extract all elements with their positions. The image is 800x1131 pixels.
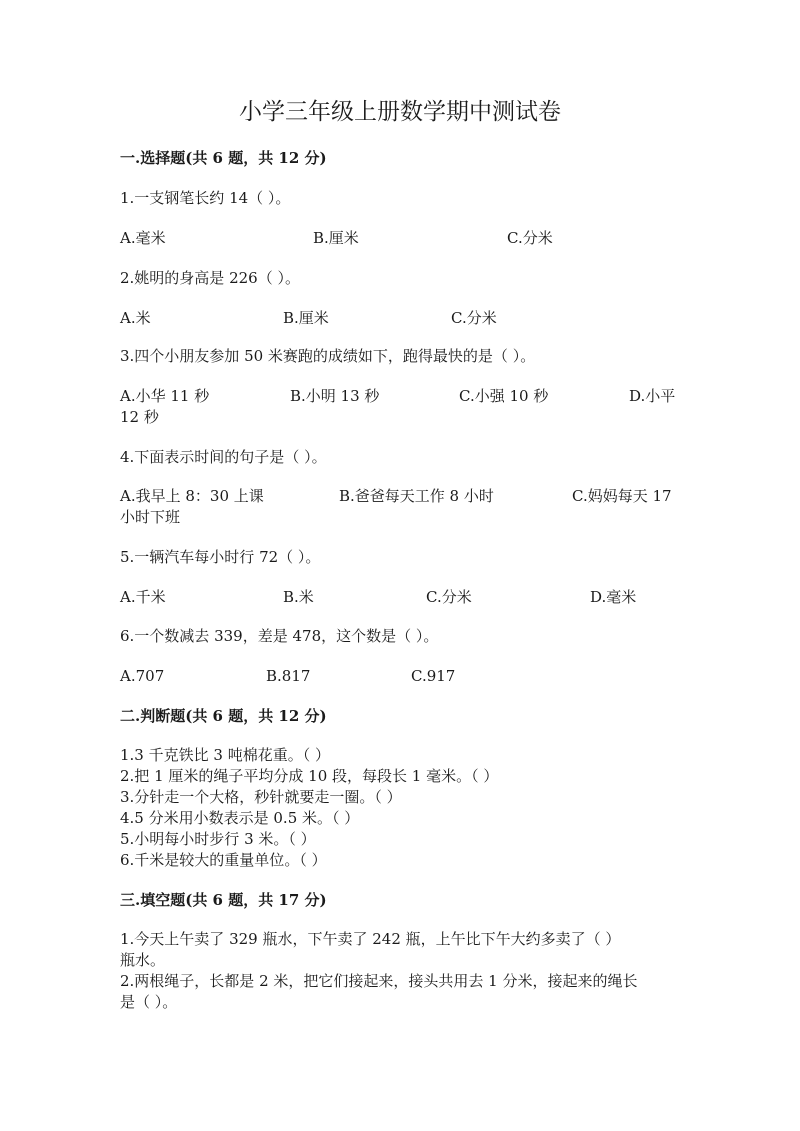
option-1-2-a: A.米	[120, 309, 151, 327]
option-1-4-c: C.妈妈每天 17	[572, 487, 672, 505]
judgment-item-3: 3.分针走一个大格，秒针就要走一圈。（ ）	[120, 788, 402, 806]
option-1-1-c: C.分米	[507, 229, 553, 247]
fill-blank-1-line-1: 1.今天上午卖了 329 瓶水，下午卖了 242 瓶，上午比下午大约多卖了（ ）	[120, 930, 621, 948]
fill-blank-2-line-2: 是（ ）。	[120, 993, 178, 1011]
option-1-2-c: C.分米	[451, 309, 497, 327]
question-1-6: 6.一个数减去 339，差是 478，这个数是（ ）。	[120, 627, 439, 645]
option-1-1-b: B.厘米	[313, 229, 359, 247]
question-1-5: 5.一辆汽车每小时行 72（ ）。	[120, 548, 321, 566]
option-1-4-c-continued: 小时下班	[120, 508, 181, 526]
question-1-2: 2.姚明的身高是 226（ ）。	[120, 269, 300, 287]
question-1-4: 4.下面表示时间的句子是（ ）。	[120, 448, 327, 466]
judgment-item-2: 2.把 1 厘米的绳子平均分成 10 段，每段长 1 毫米。（ ）	[120, 767, 499, 785]
question-1-3: 3.四个小朋友参加 50 米赛跑的成绩如下，跑得最快的是（ ）。	[120, 347, 536, 365]
option-1-5-a: A.千米	[120, 588, 166, 606]
option-1-1-a: A.毫米	[120, 229, 166, 247]
section-2-heading: 二.判断题(共 6 题，共 12 分)	[120, 707, 327, 725]
fill-blank-1-line-2: 瓶水。	[120, 951, 166, 969]
option-1-3-a: A.小华 11 秒	[120, 387, 210, 405]
option-1-5-b: B.米	[283, 588, 314, 606]
option-1-3-d-continued: 12 秒	[120, 408, 159, 426]
option-1-4-a: A.我早上 8：30 上课	[120, 487, 264, 505]
option-1-6-b: B.817	[266, 667, 311, 685]
option-1-6-c: C.917	[411, 667, 456, 685]
option-1-5-d: D.毫米	[590, 588, 637, 606]
option-1-4-b: B.爸爸每天工作 8 小时	[339, 487, 494, 505]
section-3-heading: 三.填空题(共 6 题，共 17 分)	[120, 891, 327, 909]
option-1-5-c: C.分米	[426, 588, 472, 606]
option-1-6-a: A.707	[120, 667, 165, 685]
section-1-heading: 一.选择题(共 6 题，共 12 分)	[120, 149, 327, 167]
option-1-3-c: C.小强 10 秒	[459, 387, 549, 405]
option-1-3-d: D.小平	[629, 387, 676, 405]
judgment-item-1: 1.3 千克铁比 3 吨棉花重。（ ）	[120, 746, 330, 764]
option-1-3-b: B.小明 13 秒	[290, 387, 380, 405]
fill-blank-2-line-1: 2.两根绳子，长都是 2 米，把它们接起来，接头共用去 1 分米，接起来的绳长	[120, 972, 638, 990]
option-1-2-b: B.厘米	[283, 309, 329, 327]
judgment-item-5: 5.小明每小时步行 3 米。（ ）	[120, 830, 316, 848]
question-1-1: 1.一支钢笔长约 14（ ）。	[120, 189, 291, 207]
judgment-item-6: 6.千米是较大的重量单位。（ ）	[120, 851, 327, 869]
judgment-item-4: 4.5 分米用小数表示是 0.5 米。（ ）	[120, 809, 360, 827]
exam-title: 小学三年级上册数学期中测试卷	[239, 99, 561, 125]
